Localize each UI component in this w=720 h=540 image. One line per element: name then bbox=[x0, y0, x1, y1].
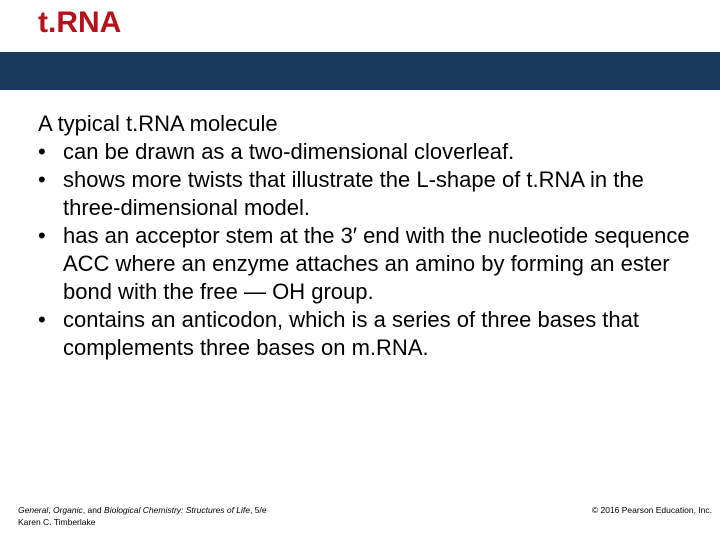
footer-copyright: © 2016 Pearson Education, Inc. bbox=[591, 505, 712, 515]
bullet-text: has an acceptor stem at the 3′ end with the nucleotide sequence ACC where an enzyme attaches an amino by forming an ester bond with the free — OH group. bbox=[63, 223, 690, 304]
bullet-text: can be drawn as a two-dimensional cloverleaf. bbox=[63, 139, 515, 164]
bullet-item bbox=[38, 222, 704, 306]
bullet-marker: • bbox=[38, 167, 46, 192]
bullet-item bbox=[38, 166, 704, 222]
footer-book-title: General, Organic, and Biological Chemistry: Structures of Life, 5/e bbox=[18, 505, 267, 515]
bullet-item bbox=[38, 306, 704, 362]
bullet-list bbox=[38, 138, 704, 362]
bullet-text: shows more twists that illustrate the L-shape of t.RNA in the three-dimensional model. bbox=[63, 167, 644, 220]
bullet-marker: • bbox=[38, 307, 46, 332]
intro-text: A typical t.RNA molecule bbox=[38, 111, 278, 136]
footer-citation bbox=[18, 504, 267, 528]
bullet-item bbox=[38, 138, 704, 166]
slide-body bbox=[38, 110, 704, 362]
bullet-marker: • bbox=[38, 223, 46, 248]
slide-title: t.RNA bbox=[38, 6, 122, 39]
title-bar bbox=[0, 52, 720, 90]
footer-author: Karen C. Timberlake bbox=[18, 517, 96, 527]
bullet-text: contains an anticodon, which is a series of three bases that complements three bases on m.RNA. bbox=[63, 307, 640, 360]
bullet-marker: • bbox=[38, 139, 46, 164]
